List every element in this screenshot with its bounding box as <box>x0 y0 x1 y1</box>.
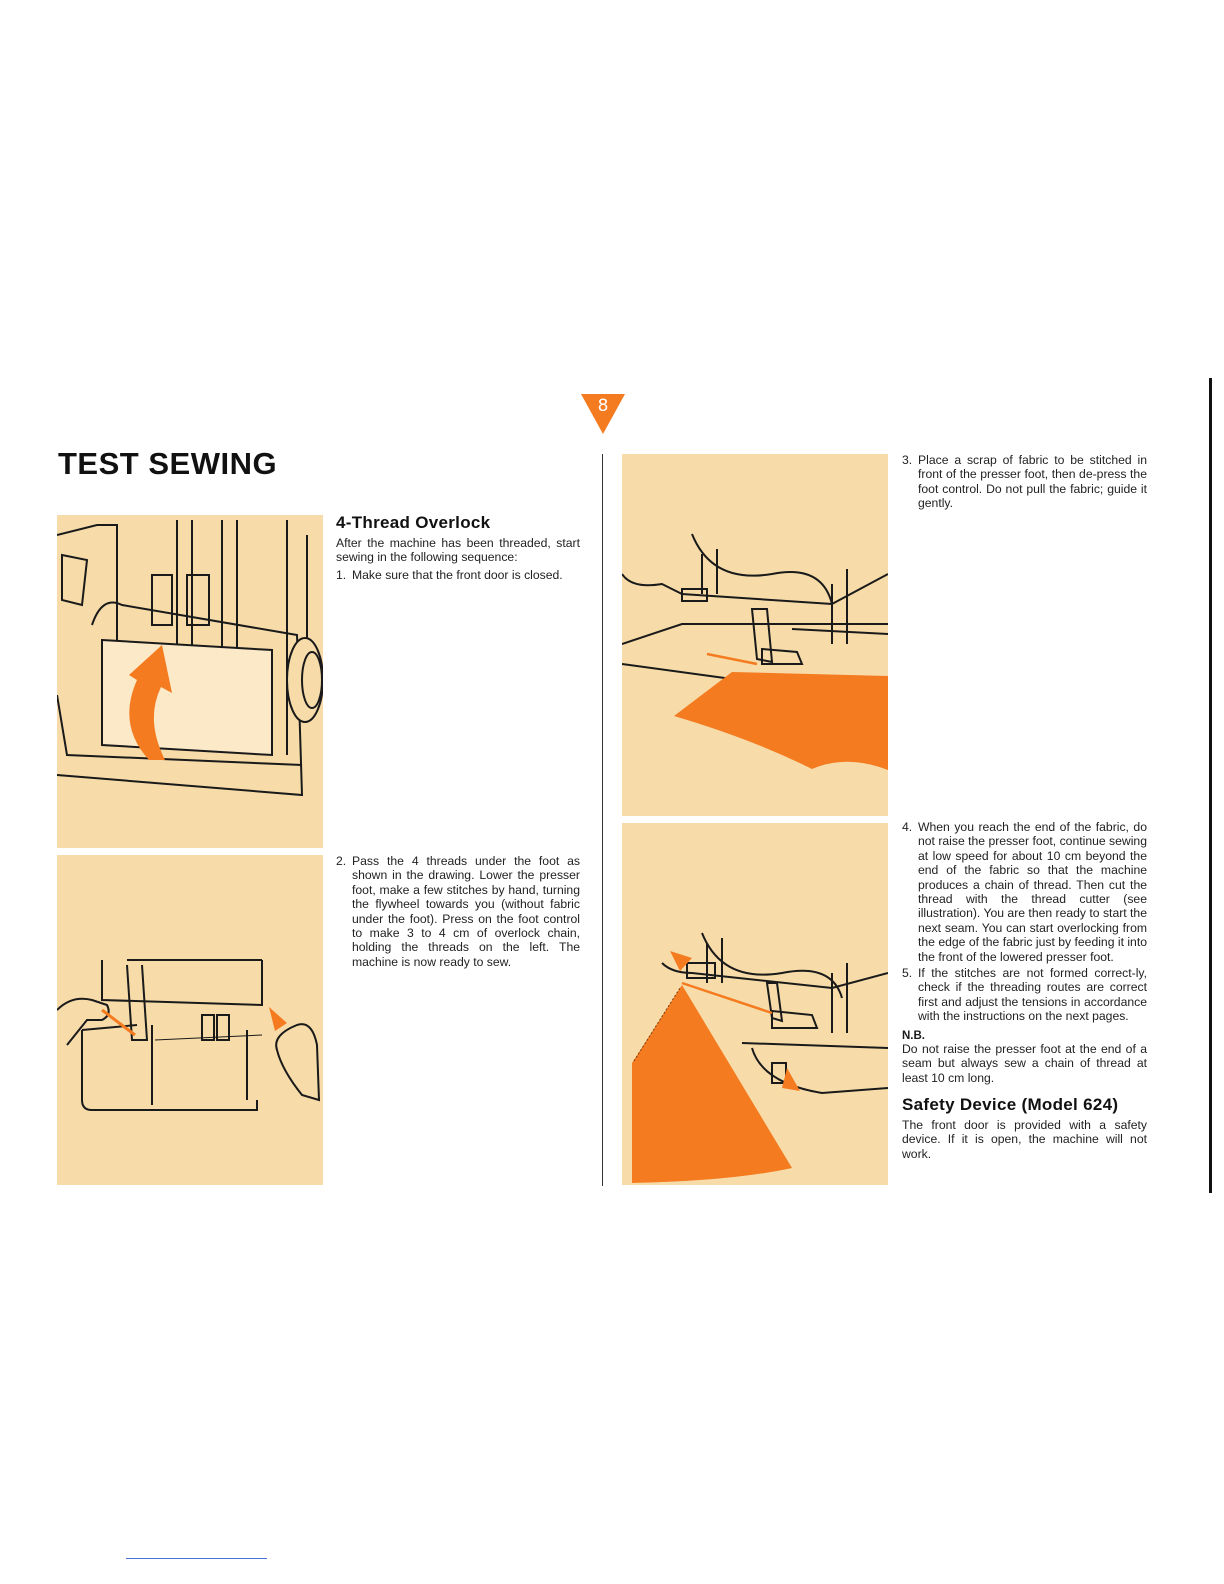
figure-threads-under-foot <box>57 855 323 1185</box>
step-3 <box>902 453 1147 511</box>
figure-front-door <box>57 515 323 848</box>
step-5 <box>902 966 1147 1024</box>
page-edge <box>1209 378 1212 1193</box>
nb-text: Do not raise the presser foot at the end of a seam but always sew a chain of thread at least 10 cm long. <box>902 1041 1147 1085</box>
page-title: TEST SEWING <box>58 446 278 481</box>
presser-foot-fabric-illustration <box>622 454 888 816</box>
step-text: Place a scrap of fabric to be stitched in front of the presser foot, then de-press the foot control. Do not pull the fabric; guide it gently. <box>918 453 1147 511</box>
step-text: Pass the 4 threads under the foot as shown in the drawing. Lower the presser foot, make a few stitches by hand, turning the flywheel towards you (without fabric under the foot). Press on the foot control to make 3 to 4 cm of overlock chain, holding the threads on the left. The machine is now ready to sew. <box>352 854 580 969</box>
safety-text: The front door is provided with a safety device. If it is open, the machine will not work. <box>902 1117 1147 1161</box>
step-text: If the stitches are not formed correct-ly, check if the threading routes are correct first and adjust the tensions in accordance with the instructions on the next pages. <box>918 966 1147 1024</box>
thread-cutter-arrow-icon <box>670 951 692 971</box>
step-number: 3. <box>902 453 913 467</box>
step-4 <box>902 820 1147 964</box>
page-number: 8 <box>597 396 609 416</box>
step-1 <box>336 568 580 582</box>
fabric-shape <box>674 672 888 770</box>
front-door-illustration <box>57 515 323 848</box>
fabric-shape <box>632 985 792 1183</box>
section-title-overlock: 4-Thread Overlock <box>336 513 491 532</box>
orange-arrow-icon <box>269 1007 287 1031</box>
hands-threads-illustration <box>57 855 323 1185</box>
footer-line <box>126 1558 267 1559</box>
page-number-badge <box>581 394 625 434</box>
figure-fabric-under-foot <box>622 454 888 816</box>
step-text: When you reach the end of the fabric, do not raise the presser foot, continue sewing at low speed for about 10 cm beyond the end of the fabric so that the machine produces a chain of thread. Then cut the thread with the thread cutter (see illustration). You are then ready to start the next seam. You can start overlocking from the edge of the fabric just by feeding it into the front of the lowered presser foot. <box>918 820 1148 964</box>
nb-label: N.B. <box>902 1029 925 1042</box>
intro-text: After the machine has been threaded, start sewing in the following sequence: <box>336 536 580 565</box>
section-title-safety: Safety Device (Model 624) <box>902 1094 1119 1114</box>
step-number: 5. <box>902 966 913 981</box>
step-text: Make sure that the front door is closed. <box>352 568 563 582</box>
step-number: 2. <box>336 854 347 868</box>
column-divider <box>602 454 603 1186</box>
step-2 <box>336 854 580 969</box>
thread-cutter-illustration <box>622 823 888 1185</box>
step-number: 1. <box>336 568 347 582</box>
right-lower-column <box>902 820 1147 1161</box>
step-number: 4. <box>902 820 913 834</box>
figure-thread-cutter <box>622 823 888 1185</box>
